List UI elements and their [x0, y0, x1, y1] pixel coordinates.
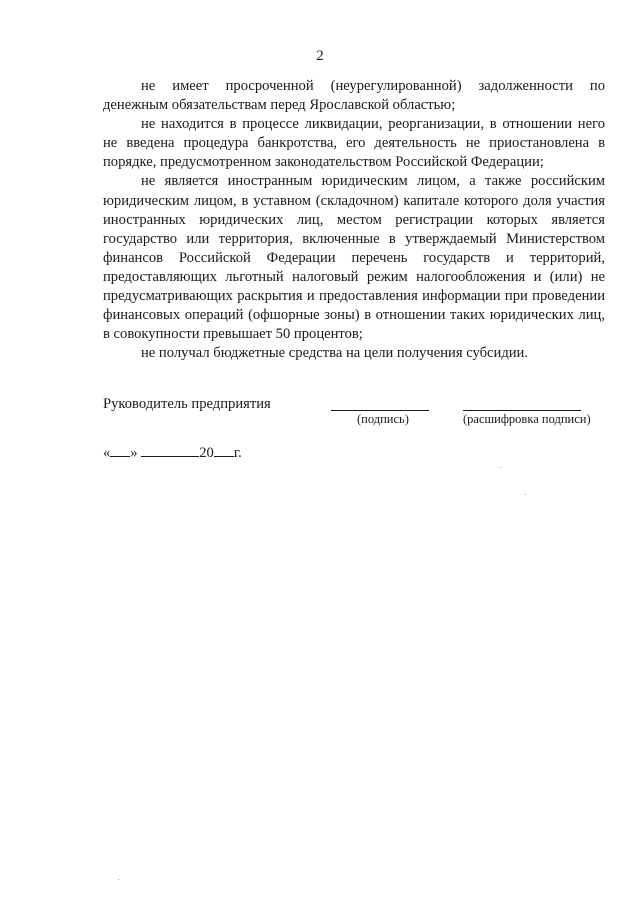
requirements-list: [103, 77, 605, 363]
signature-line: [331, 410, 429, 411]
date-open-quote: «: [103, 445, 111, 461]
requirement-no-debt: не имеет просроченной (неурегулированной) задолженности по денежным обязательствам перед Ярославской областью;: [103, 78, 605, 114]
requirement-no-budget-funds: не получал бюджетные средства на цели получения субсидии.: [141, 345, 529, 362]
signature-caption: (подпись): [357, 412, 409, 426]
date-line: [103, 444, 242, 462]
requirement-not-foreign-entity: не является иностранным юридическим лицом, а также российским юридическим лицом, в уставном (складочном) капитале которого доля участия иностранных юридических лиц, местом регистрации которых является государство или территория, включенные в утверждаемый Министерством финансов Российской Федерации перечень государств и территорий, предоставляющих льготный налоговый режим налогообложения и (или) не предусматривающих раскрытия и предоставления информации при проведении финансовых операций (офшорные зоны) в отношении таких юридических лиц, в совокупности превышает 50 процентов;: [103, 173, 605, 343]
year-prefix: 20: [199, 445, 214, 461]
month-blank: [141, 444, 199, 457]
page-number: 2: [316, 48, 324, 64]
day-blank: [110, 444, 130, 457]
decoding-caption: (расшифровка подписи): [463, 412, 591, 426]
name-decoding-line: [463, 410, 581, 411]
year-suffix: г.: [233, 445, 242, 461]
year-blank: [214, 444, 234, 457]
signatory-role: Руководитель предприятия: [103, 396, 271, 412]
scan-speck: [525, 494, 526, 495]
requirement-no-liquidation: не находится в процессе ликвидации, реорганизации, в отношении него не введена процедура банкротства, его деятельность не приостановлена в порядке, предусмотренном законодательством Российской Федерации;: [103, 116, 605, 171]
date-close-quote: »: [130, 445, 138, 461]
scan-speck: [118, 879, 119, 880]
scan-speck: [500, 467, 501, 468]
